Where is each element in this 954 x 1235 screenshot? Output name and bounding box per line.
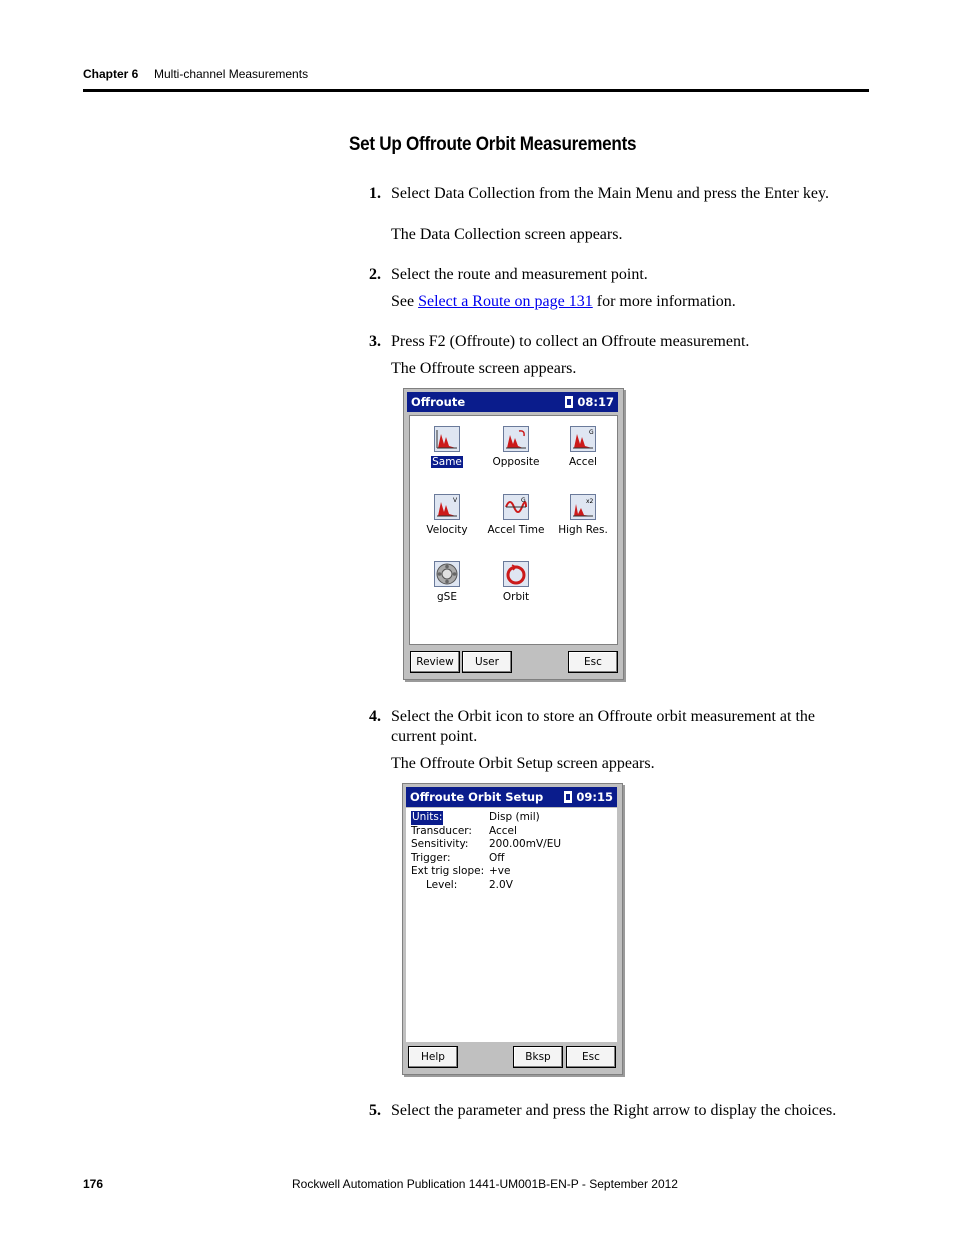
setup-time: 09:15 xyxy=(576,790,613,804)
svg-text:V: V xyxy=(453,497,458,504)
opposite-icon-item[interactable] xyxy=(486,426,546,468)
trigger-key: Trigger: xyxy=(411,851,451,864)
high-res-label: High Res. xyxy=(558,524,608,536)
step-3-note: The Offroute screen appears. xyxy=(391,360,577,377)
setup-title: Offroute Orbit Setup xyxy=(410,790,544,804)
gse-icon-item[interactable] xyxy=(417,561,477,603)
esc-button[interactable]: Esc xyxy=(568,651,618,673)
gse-label: gSE xyxy=(437,591,457,603)
spectrum-icon xyxy=(434,426,460,452)
ext-trig-slope-value: +ve xyxy=(489,865,511,877)
step-4-number: 4. xyxy=(369,708,381,725)
svg-text:x2: x2 xyxy=(586,498,594,505)
accel-time-icon-item[interactable] xyxy=(486,494,546,536)
velocity-spectrum-icon xyxy=(434,494,460,520)
accel-time-label: Accel Time xyxy=(487,524,545,536)
step-3-number: 3. xyxy=(369,333,381,350)
level-value: 2.0V xyxy=(489,878,513,891)
svg-text:G: G xyxy=(589,429,594,436)
chapter-label: Chapter 6 xyxy=(83,67,139,81)
offroute-titlebar xyxy=(407,392,618,412)
offroute-screen xyxy=(403,388,624,680)
setup-titlebar xyxy=(406,787,617,807)
step-5-text: Select the parameter and press the Right arrow to display the choices. xyxy=(391,1102,837,1119)
chapter-title: Multi-channel Measurements xyxy=(154,67,309,81)
step-1-note: The Data Collection screen appears. xyxy=(391,226,623,243)
header-rule xyxy=(83,89,869,92)
orbit-icon xyxy=(503,561,529,587)
step-3-text: Press F2 (Offroute) to collect an Offroute measurement. xyxy=(391,333,750,350)
step-1-number: 1. xyxy=(369,185,381,202)
units-value: Disp (mil) xyxy=(489,811,540,823)
setup-parameter-list xyxy=(406,808,617,1042)
step-2-note-prefix: See xyxy=(391,293,419,310)
offroute-time: 08:17 xyxy=(577,395,614,409)
page-number: 176 xyxy=(83,1177,104,1191)
section-title: Set Up Offroute Orbit Measurements xyxy=(349,134,637,155)
help-button[interactable]: Help xyxy=(408,1046,458,1068)
transducer-value: Accel xyxy=(489,824,517,837)
orbit-setup-screen xyxy=(402,783,623,1075)
step-5-number: 5. xyxy=(369,1102,381,1119)
step-1-text: Select Data Collection from the Main Menu and press the Enter key. xyxy=(391,185,829,202)
orbit-icon-item[interactable] xyxy=(486,561,546,603)
velocity-icon-item[interactable] xyxy=(417,494,477,536)
battery-icon xyxy=(564,791,572,803)
accel-time-waveform-icon xyxy=(503,494,529,520)
opposite-spectrum-icon xyxy=(503,426,529,452)
gse-bearing-icon xyxy=(434,561,460,587)
same-label: Same xyxy=(432,456,462,468)
step-2-note-suffix: for more information. xyxy=(592,293,736,310)
step-4-note: The Offroute Orbit Setup screen appears. xyxy=(391,755,655,772)
step-2-number: 2. xyxy=(369,266,381,283)
offroute-icon-grid xyxy=(409,415,618,645)
accel-label: Accel xyxy=(569,456,597,468)
offroute-title: Offroute xyxy=(411,395,466,409)
opposite-label: Opposite xyxy=(492,456,540,468)
esc-button[interactable]: Esc xyxy=(566,1046,616,1068)
orbit-label: Orbit xyxy=(502,591,530,603)
sensitivity-value: 200.00mV/EU xyxy=(489,838,562,850)
user-button[interactable]: User xyxy=(462,651,512,673)
high-res-spectrum-icon xyxy=(570,494,596,520)
level-key: Level: xyxy=(426,878,458,891)
ext-trig-slope-key: Ext trig slope: xyxy=(411,865,485,877)
svg-text:G: G xyxy=(521,497,526,504)
review-button[interactable]: Review xyxy=(410,651,460,673)
accel-icon-item[interactable] xyxy=(553,426,613,468)
transducer-key: Transducer: xyxy=(411,824,472,837)
sensitivity-key: Sensitivity: xyxy=(411,838,469,850)
high-res-icon-item[interactable] xyxy=(553,494,613,536)
battery-icon xyxy=(565,396,573,408)
same-icon-item[interactable] xyxy=(417,426,477,468)
trigger-value: Off xyxy=(489,851,505,864)
step-4-text-line1: Select the Orbit icon to store an Offroute orbit measurement at the xyxy=(391,708,816,725)
units-key: Units: xyxy=(412,811,443,823)
select-route-link[interactable]: Select a Route on page 131 xyxy=(418,293,593,310)
bksp-button[interactable]: Bksp xyxy=(513,1046,563,1068)
step-4-text-line2: current point. xyxy=(391,728,478,745)
step-2-note xyxy=(391,292,736,312)
accel-spectrum-icon xyxy=(570,426,596,452)
publication-info: Rockwell Automation Publication 1441-UM001B-EN-P - September 2012 xyxy=(292,1177,678,1191)
step-2-text: Select the route and measurement point. xyxy=(391,266,648,283)
velocity-label: Velocity xyxy=(426,524,468,536)
